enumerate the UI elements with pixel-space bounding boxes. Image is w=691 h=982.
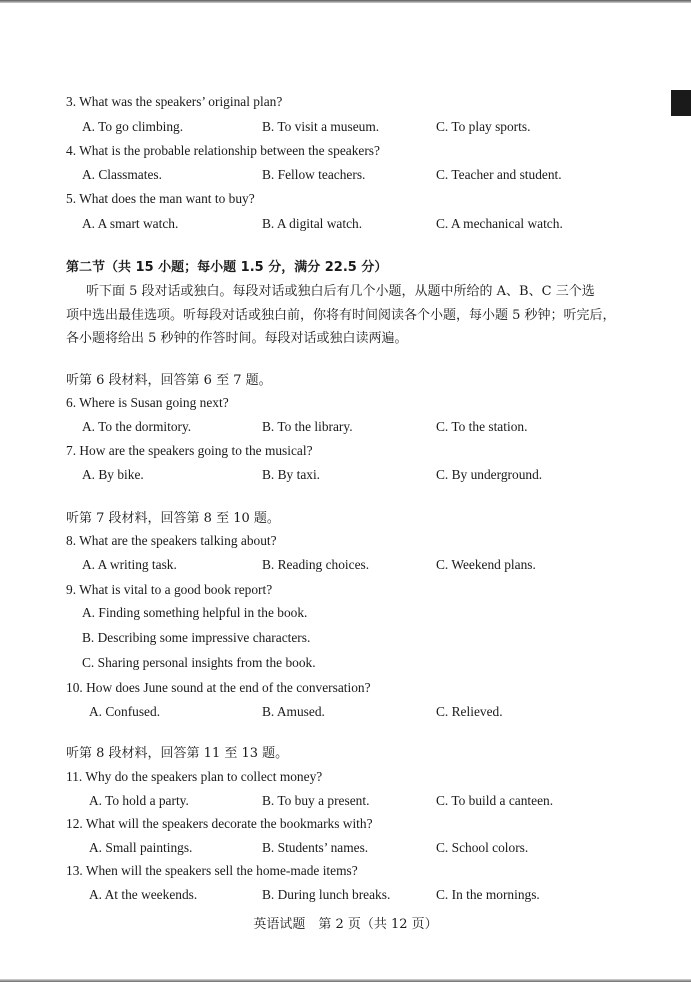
q11-option-b: B. To buy a present. [262, 793, 370, 808]
question-6: 6. Where is Susan going next? [66, 395, 229, 410]
q8-option-a: A. A writing task. [82, 557, 177, 572]
q9-option-b: B. Describing some impressive characters. [82, 630, 311, 645]
q3-option-b: B. To visit a museum. [262, 119, 380, 134]
question-11: 11. Why do the speakers plan to collect money? [66, 769, 323, 784]
q13-option-b: B. During lunch breaks. [262, 887, 391, 902]
q4-option-b: B. Fellow teachers. [262, 167, 366, 182]
question-7: 7. How are the speakers going to the musical? [66, 443, 313, 458]
q9-option-a: A. Finding something helpful in the book. [82, 605, 308, 620]
instructions-line-3: 各小题将给出 5 秒钟的作答时间。每段对话或独白读两遍。 [66, 331, 408, 346]
q8-option-c: C. Weekend plans. [436, 557, 536, 572]
q13-option-c: C. In the mornings. [436, 887, 540, 902]
q10-option-a: A. Confused. [89, 704, 161, 719]
q3-option-c: C. To play sports. [436, 119, 531, 134]
section-2-title: 第二节（共 15 小题；每小题 1.5 分，满分 22.5 分） [66, 260, 388, 275]
question-4: 4. What is the probable relationship between the speakers? [66, 143, 380, 158]
q5-option-a: A. A smart watch. [82, 216, 179, 231]
q10-option-b: B. Amused. [262, 704, 325, 719]
page-footer: 英语试题 第 2 页（共 12 页） [253, 917, 438, 932]
q12-option-b: B. Students’ names. [262, 840, 369, 855]
instructions-line-1: 听下面 5 段对话或独白。每段对话或独白后有几个小题，从题中所给的 A、B、C 三个选 [86, 284, 595, 299]
question-5: 5. What does the man want to buy? [66, 191, 255, 206]
question-9: 9. What is vital to a good book report? [66, 582, 273, 597]
q5-option-b: B. A digital watch. [262, 216, 363, 231]
question-8: 8. What are the speakers talking about? [66, 533, 277, 548]
q8-option-b: B. Reading choices. [262, 557, 370, 572]
q7-option-b: B. By taxi. [262, 467, 321, 482]
q4-option-c: C. Teacher and student. [436, 167, 562, 182]
question-13: 13. When will the speakers sell the home-made items? [66, 863, 358, 878]
q11-option-a: A. To hold a party. [89, 793, 189, 808]
q5-option-c: C. A mechanical watch. [436, 216, 563, 231]
q6-option-c: C. To the station. [436, 419, 528, 434]
q11-option-c: C. To build a canteen. [436, 793, 554, 808]
page-side-tab [671, 90, 691, 116]
question-12: 12. What will the speakers decorate the bookmarks with? [66, 816, 373, 831]
q9-option-c: C. Sharing personal insights from the book. [82, 655, 316, 670]
q7-option-a: A. By bike. [82, 467, 144, 482]
group-7-heading: 听第 7 段材料，回答第 8 至 10 题。 [66, 511, 280, 526]
q12-option-a: A. Small paintings. [89, 840, 193, 855]
q3-option-a: A. To go climbing. [82, 119, 184, 134]
q4-option-a: A. Classmates. [82, 167, 162, 182]
question-3: 3. What was the speakers’ original plan? [66, 94, 283, 109]
scan-edge-top [0, 0, 691, 3]
instructions-line-2: 项中选出最佳选项。听每段对话或独白前，你将有时间阅读各个小题，每小题 5 秒钟；听完后， [66, 308, 616, 323]
q7-option-c: C. By underground. [436, 467, 543, 482]
q13-option-a: A. At the weekends. [89, 887, 198, 902]
q12-option-c: C. School colors. [436, 840, 529, 855]
group-6-heading: 听第 6 段材料，回答第 6 至 7 题。 [66, 373, 272, 388]
group-8-heading: 听第 8 段材料，回答第 11 至 13 题。 [66, 746, 289, 761]
q6-option-a: A. To the dormitory. [82, 419, 192, 434]
q10-option-c: C. Relieved. [436, 704, 503, 719]
q6-option-b: B. To the library. [262, 419, 353, 434]
question-10: 10. How does June sound at the end of the conversation? [66, 680, 371, 695]
